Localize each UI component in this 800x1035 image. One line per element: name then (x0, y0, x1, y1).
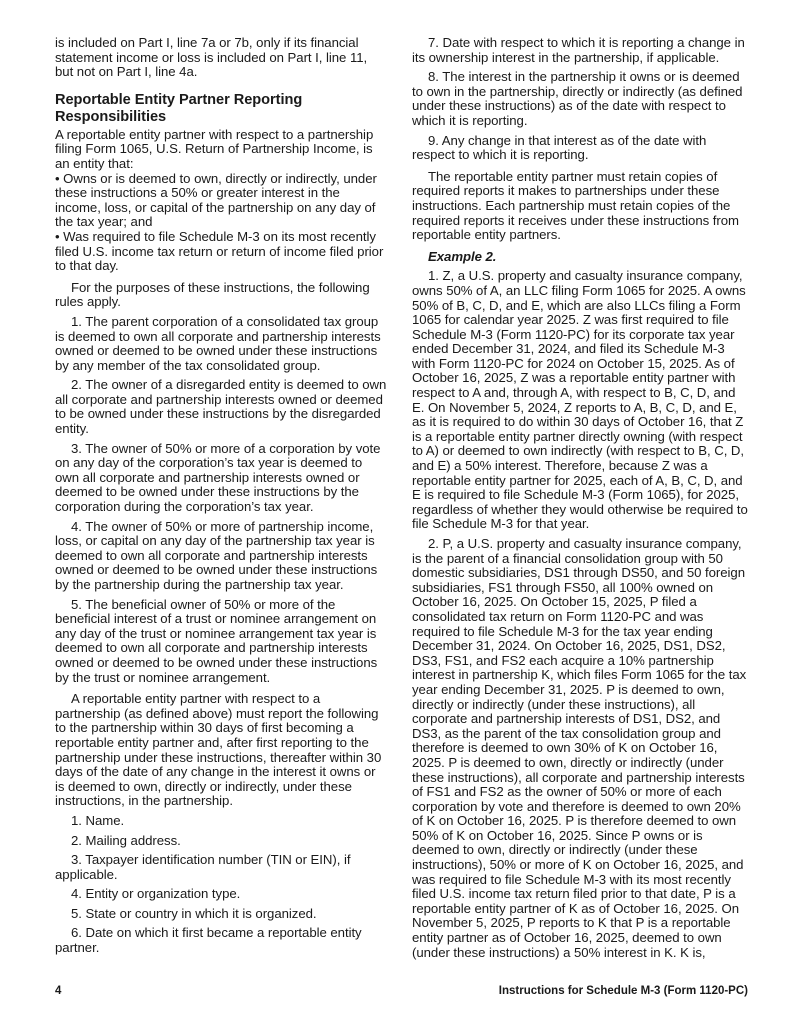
example-title: Example 2. (428, 248, 497, 264)
report-items-list (55, 814, 388, 956)
rules-list (55, 315, 388, 685)
report-item: 9. Any change in that interest as of the date with respect to which it is reporting. (412, 132, 707, 163)
report-item: 5. State or country in which it is organized. (71, 905, 317, 921)
rule-item: 2. The owner of a disregarded entity is deemed to own all corporate and partnership interests owned or deemed to be owned under these instructions by the disregarded entity. (55, 377, 387, 437)
rule-item: 5. The beneficial owner of 50% or more of the beneficial interest of a trust or nominee arrangement on any day of the trust or nominee arrangement tax year is deemed to own all corporate and partnership interests owned or deemed to be owned under these instructions by the trust or nominee arrangement. (55, 596, 378, 685)
bullet-item: • Owns or is deemed to own, directly or indirectly, under these instructions a 50% or greater interest in the income, loss, or capital of the partnership on any day of the tax year; and (55, 170, 377, 230)
report-item: 4. Entity or organization type. (71, 886, 241, 902)
report-item: 3. Taxpayer identification number (TIN or EIN), if applicable. (55, 852, 351, 882)
retain-paragraph: The reportable entity partner must retain copies of required reports it makes to partnerships under these instructions. Each partnership must retain copies of the required reports it receives under these instructions from reportable entity partners. (412, 168, 739, 243)
footer-document-title: Instructions for Schedule M-3 (Form 1120-PC) (498, 985, 748, 997)
report-item: 7. Date with respect to which it is reporting a change in its ownership interest in the partnership, if applicable. (412, 35, 745, 65)
example-item: 1. Z, a U.S. property and casualty insurance company, owns 50% of A, an LLC filing Form 1065 for 2025. A owns 50% of B, C, D, and E, which are also LLCs filing a Form 1065 for calendar year 2025. Z was first required to file Schedule M-3 (Form 1120-PC) for its corporate tax year ended December 31, 2024, and filed its Schedule M-3 with Form 1120-PC for 2024 on October 15, 2025. As of October 16, 2025, Z was a reportable entity partner with respect to A and, through A, with respect to B, C, D, and E. On November 5, 2024, Z reports to A, B, C, D, and E, as it is required to do within 30 days of October 16, that Z is a reportable entity partner directly owning (with respect to A) or deemed to own indirectly (with respect to B, C, D, and E) a 50% interest. Therefore, because Z was a reportable entity partner for 2025, each of A, B, C, D, and E is required to file Schedule M-3 (Form 1065), for 2025, regardless of whether they would otherwise be required to file Schedule M-3 for that year. (412, 268, 748, 532)
report-item: 8. The interest in the partnership it owns or is deemed to own in the partnership, directly or indirectly (as defined under these instructions) as of the date with respect to which it is reporting. (412, 69, 743, 128)
rule-item: 3. The owner of 50% or more of a corporation by vote on any day of the corporation’s tax year is deemed to own all corporate and partnership interests owned or deemed to be owned under these instructions by the corporation during the corporation’s tax year. (55, 440, 381, 515)
definition-paragraph: A reportable entity partner with respect to a partnership filing Form 1065, U.S. Return of Partnership Income, is an entity that: (55, 126, 374, 171)
examples-list (412, 269, 748, 960)
rule-item: 4. The owner of 50% or more of partnership income, loss, or capital on any day of the partnership tax year is deemed to own all corporate and partnership interests owned or deemed to be owned under these instructions by the partnership during the partnership tax year. (55, 518, 378, 592)
report-item: 1. Name. (71, 812, 125, 828)
left-column (55, 36, 388, 956)
section-heading: Reportable Entity Partner Reporting Responsibilities (55, 91, 303, 125)
report-items-list-continued (412, 36, 748, 163)
right-column (412, 36, 748, 960)
rule-item: 1. The parent corporation of a consolidated tax group is deemed to own all corporate and partnership interests owned or deemed to be owned under these instructions by any member of the tax consolidated group. (55, 313, 381, 373)
example-item: 2. P, a U.S. property and casualty insurance company, is the parent of a financial consolidation group with 50 domestic subsidiaries, DS1 through DS50, and 50 foreign subsidiaries, FS1 through FS50, all 100% owned on October 16, 2025. On October 15, 2025, P filed a consolidated tax return on Form 1120-PC and was required to file Schedule M-3 for the tax year ending December 31, 2024. On October 16, 2025, DS1, DS2, DS3, FS1, and FS2 each acquire a 10% partnership interest in partnership K, which files Form 1065 for the tax year ending December 31, 2025. P is deemed to own, directly or indirectly (under these instructions), all corporate and partnership interests of DS1, DS2, and DS3, as the parent of the tax consolidation group and therefore is deemed to own 30% of K on October 16, 2025. P is deemed to own, directly or indirectly (under these instructions), all corporate and partnership interests of FS1 and FS2 as the owner of 50% or more of each corporation by vote and therefore is deemed to own 20% of K on October 16, 2025. P is therefore deemed to own 50% of K on October 16, 2025. Since P owns or is deemed to own, directly or indirectly (under these instructions), 50% or more of K on October 16, 2025, and was required to file Schedule M-3 with its most recently filed U.S. income tax return filed prior to that date, P is a reportable entity partner of K as of October 16, 2025. On November 5, 2025, P reports to K that P is a reportable entity partner as of October 16, 2025, deemed to own (under these instructions) a 50% interest in K. K is, (412, 536, 747, 960)
page-number: 4 (55, 985, 62, 997)
report-item: 6. Date on which it first became a reportable entity partner. (55, 925, 362, 956)
rules-intro: For the purposes of these instructions, the following rules apply. (55, 279, 370, 310)
report-item: 2. Mailing address. (71, 832, 181, 848)
bullet-item: • Was required to file Schedule M-3 on its most recently filed U.S. income tax return or return of income filed prior to that day. (55, 228, 384, 274)
intro-paragraph: is included on Part I, line 7a or 7b, only if its financial statement income or loss is included on Part I, line 11, but not on Part I, line 4a. (55, 35, 368, 80)
report-intro-paragraph: A reportable entity partner with respect to a partnership (as defined above) must report the following to the partnership within 30 days of first becoming a reportable entity partner and, after first reporting to the partnership under these instructions, thereafter within 30 days of the date of any change in the interest it owns or is deemed to own, directly or indirectly, under these instructions, in the partnership. (55, 691, 382, 809)
